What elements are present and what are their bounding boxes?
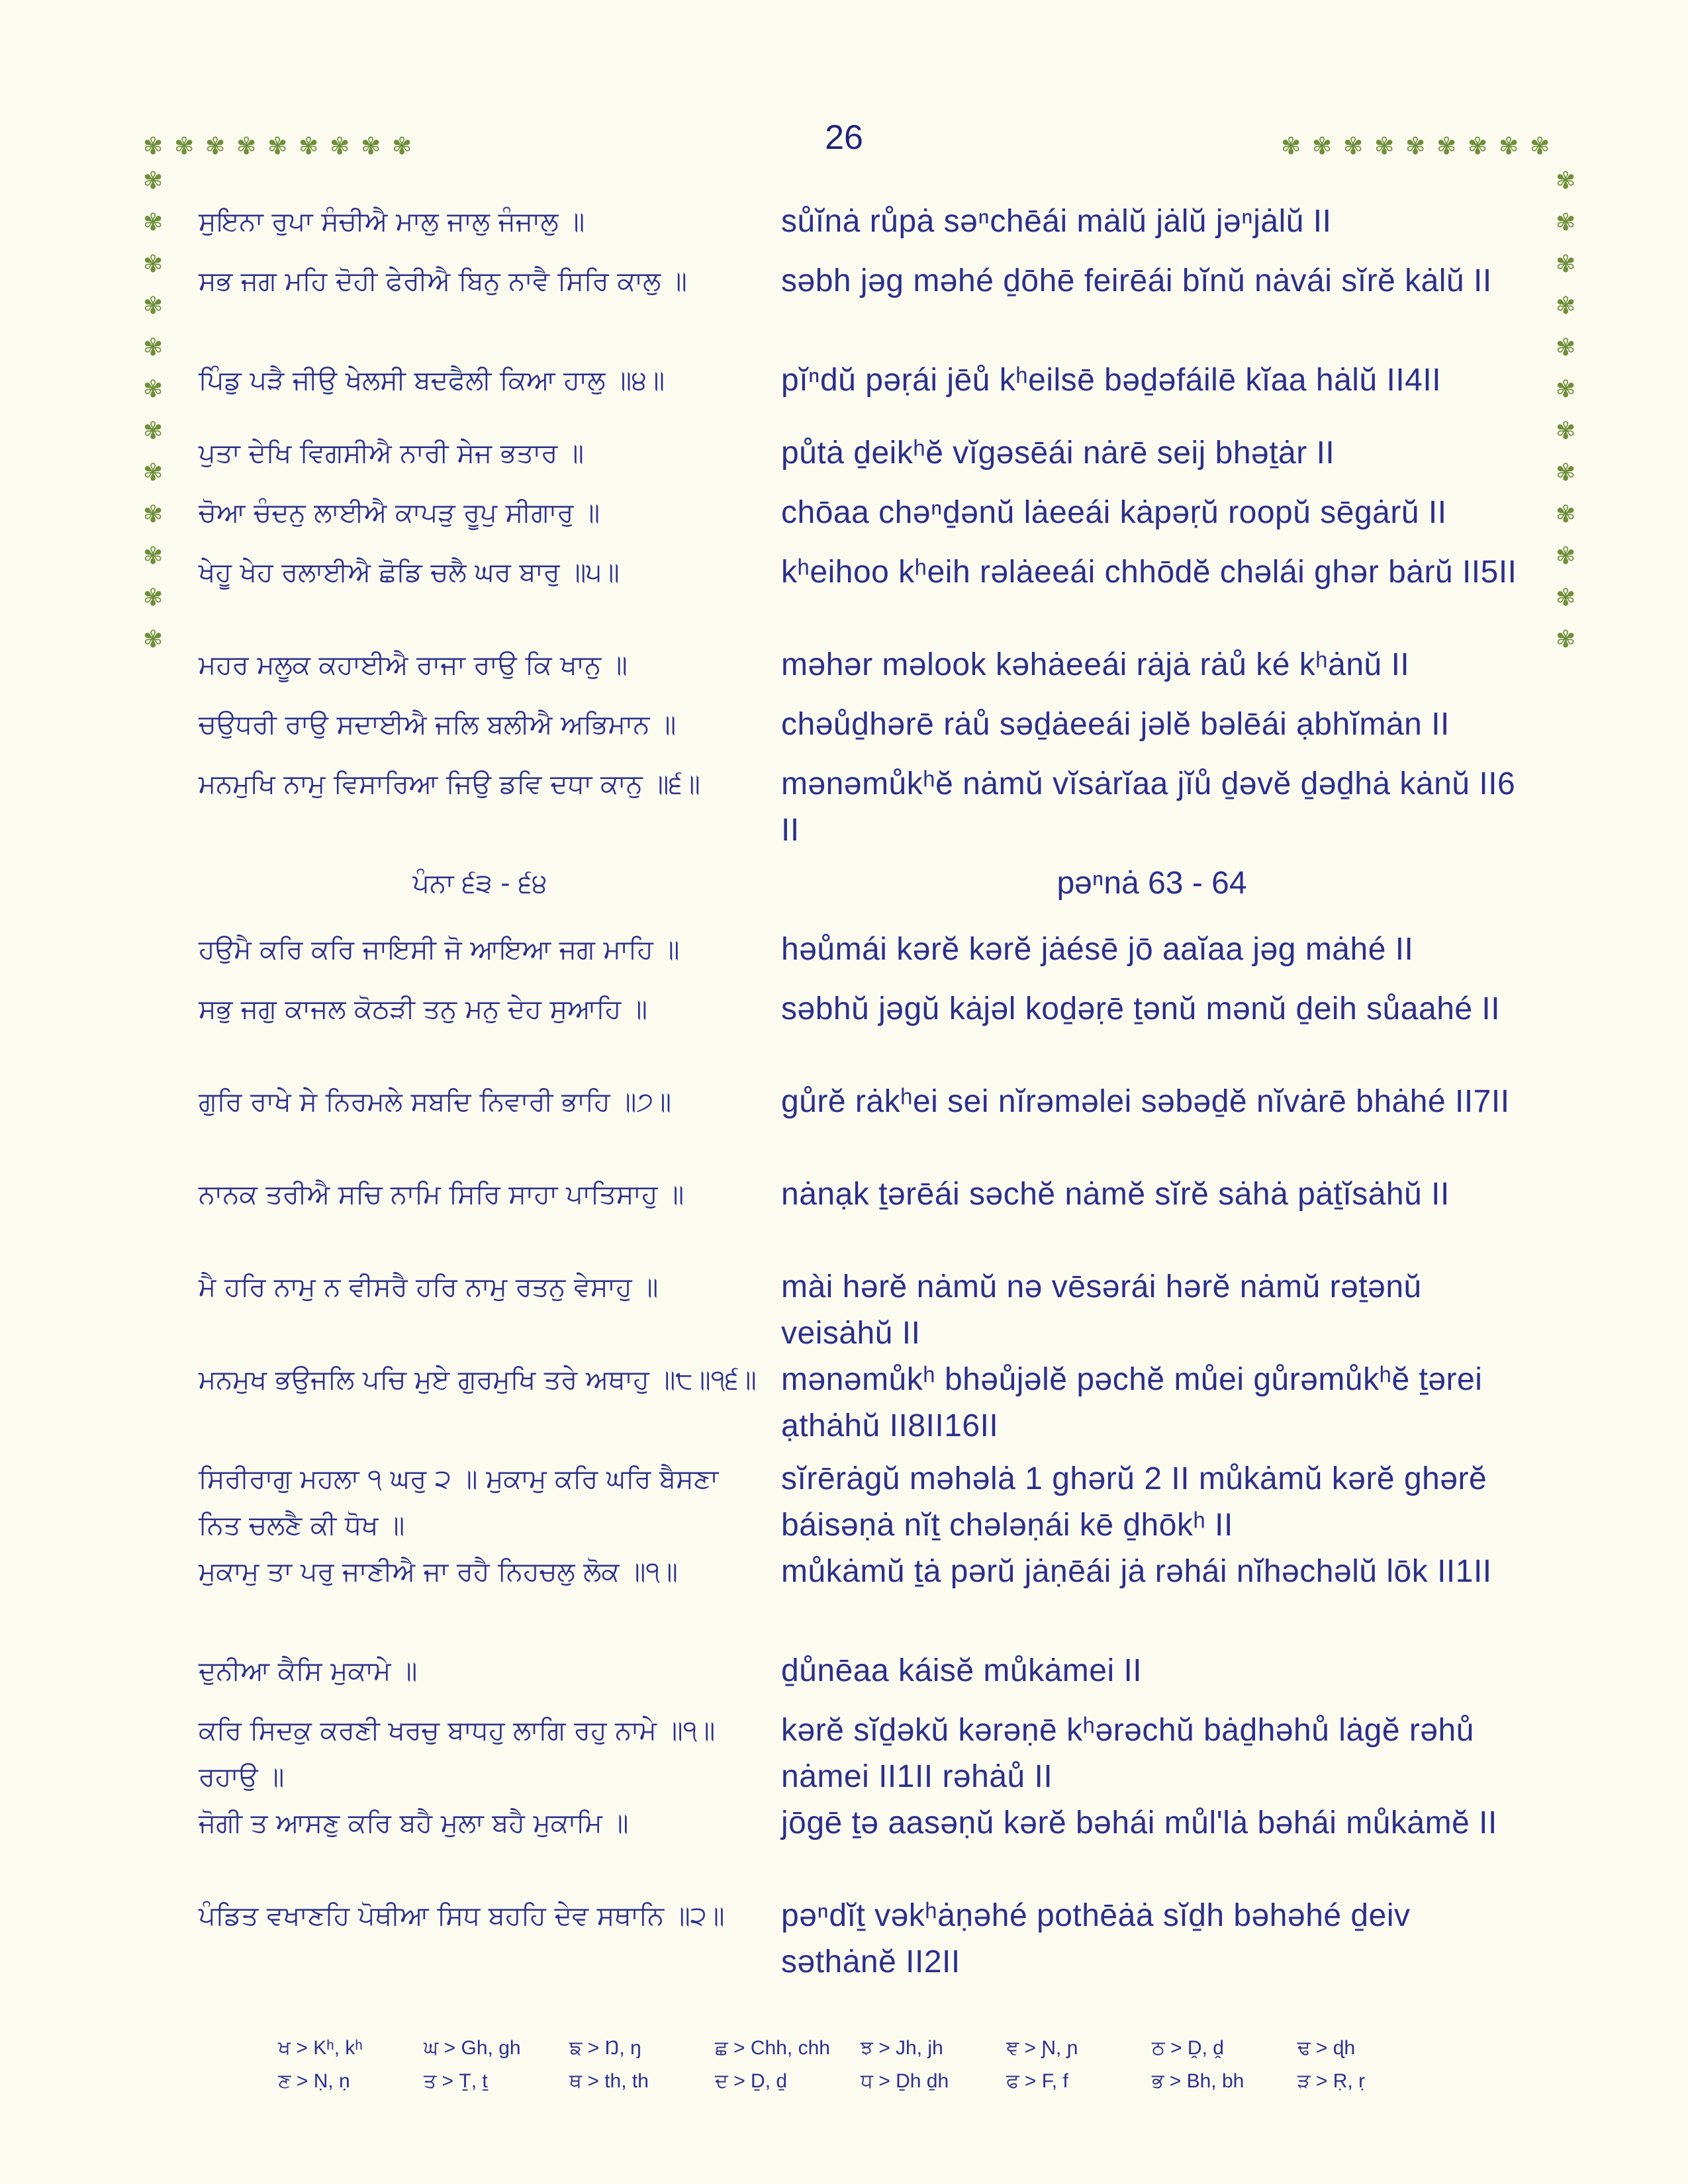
- legend-item: ਙ > Ŋ, ŋ: [569, 2037, 641, 2059]
- gurmukhi-line: ਸੁਇਨਾ ਰੁਪਾ ਸੰਚੀਐ ਮਾਲੁ ਜਾਲੁ ਜੰਜਾਲੁ ॥: [199, 206, 585, 237]
- gurmukhi-line: ਚਉਧਰੀ ਰਾਉ ਸਦਾਈਐ ਜਲਿ ਬਲੀਐ ਅਭਿਮਾਨ ॥: [199, 709, 677, 740]
- flower-ornament-icon: ✾: [143, 293, 164, 320]
- transliteration-line: səbhŭ jəgŭ kȧjəl koḏəṛē ṯənŭ mənŭ ḏeih sůaahé II: [781, 991, 1501, 1026]
- flower-ornament-icon: ✾: [330, 133, 350, 160]
- flower-ornament-icon: ✾: [143, 459, 164, 486]
- flower-ornament-icon: ✾: [143, 501, 164, 528]
- legend-item: ੜ > Ṛ, ṛ: [1297, 2070, 1366, 2092]
- gurmukhi-line: ਦੁਨੀਆ ਕੈਸਿ ਮੁਕਾਮੇ ॥: [199, 1656, 418, 1686]
- legend-item: ਝ > Jh, jh: [861, 2037, 943, 2059]
- legend-row: [278, 2032, 1470, 2065]
- gurmukhi-line: ਮੈ ਹਰਿ ਨਾਮੁ ਨ ਵੀਸਰੈ ਹਰਿ ਨਾਮੁ ਰਤਨੁ ਵੇਸਾਹੁ ॥: [199, 1272, 659, 1302]
- flower-ornament-icon: ✾: [1556, 626, 1576, 653]
- gurmukhi-line: ਮੁਕਾਮੁ ਤਾ ਪਰੁ ਜਾਣੀਐ ਜਾ ਰਹੈ ਨਿਹਚਲੁ ਲੋਕ ॥੧॥: [199, 1557, 678, 1587]
- gurmukhi-line: ਸਭ ਜਗ ਮਹਿ ਦੋਹੀ ਫੇਰੀਐ ਬਿਨੁ ਨਾਵੈ ਸਿਰਿ ਕਾਲੁ ॥: [199, 266, 687, 296]
- legend-item: ਘ > Gh, gh: [424, 2037, 521, 2059]
- transliteration-line: kərĕ sĭḏəkŭ kərəṇē kʰərəchŭ bȧḏhəhů lȧgĕ rəhů nȧmei II1II rəhȧů II: [781, 1713, 1474, 1794]
- flower-ornament-icon: ✾: [1281, 133, 1301, 160]
- transliteration-line: nȧnạk ṯərēái səchĕ nȧmĕ sĭrĕ sȧhȧ pȧṯĭsȧhŭ II: [781, 1177, 1450, 1212]
- flower-ornament-icon: ✾: [1312, 133, 1333, 160]
- flower-ornament-icon: ✾: [236, 133, 257, 160]
- flower-ornament-icon: ✾: [1405, 133, 1426, 160]
- transliteration-line: chəůḏhərē rȧů səḏȧeeái jəlĕ bəlēái ạbhĭmȧn II: [781, 707, 1450, 742]
- transliteration-line: məhər məlook kəhȧeeái rȧjȧ rȧů ké kʰȧnŭ II: [781, 647, 1410, 682]
- flower-ornament-icon: ✾: [1556, 334, 1576, 361]
- flower-ornament-icon: ✾: [143, 251, 164, 278]
- legend-item: ਣ > Ṇ, ṇ: [278, 2070, 350, 2092]
- flower-ornament-icon: ✾: [267, 133, 288, 160]
- gurmukhi-line: ਮਹਰ ਮਲੂਕ ਕਹਾਈਐ ਰਾਜਾ ਰਾਉ ਕਿ ਖਾਨੁ ॥: [199, 650, 628, 680]
- transliteration-line: sůĭnȧ růpȧ səⁿchēái mȧlŭ jȧlŭ jəⁿjȧlŭ II: [781, 204, 1332, 239]
- legend-item: ਧ > Ḏh ḏh: [861, 2070, 949, 2092]
- flower-ornament-icon: ✾: [1556, 293, 1576, 320]
- gurmukhi-line: ਨਾਨਕ ਤਰੀਐ ਸਚਿ ਨਾਮਿ ਸਿਰਿ ਸਾਹਾ ਪਾਤਿਸਾਹੁ ॥: [199, 1179, 684, 1210]
- flower-ornament-icon: ✾: [1374, 133, 1395, 160]
- gurmukhi-line: ਸਿਰੀਰਾਗੁ ਮਹਲਾ ੧ ਘਰੁ ੨ ॥ ਮੁਕਾਮੁ ਕਰਿ ਘਰਿ ਬੈਸਣਾ ਨਿਤ ਚਲਣੈ ਕੀ ਧੋਖ ॥: [199, 1464, 719, 1541]
- legend-item: ਭ > Bh, bh: [1152, 2070, 1244, 2092]
- flower-ornament-icon: ✾: [143, 626, 164, 653]
- gurmukhi-line: ਹਉਮੈ ਕਰਿ ਕਰਿ ਜਾਇਸੀ ਜੋ ਆਇਆ ਜਗ ਮਾਹਿ ॥: [199, 934, 680, 965]
- flower-ornament-icon: ✾: [1556, 376, 1576, 403]
- flower-ornament-icon: ✾: [1556, 459, 1576, 486]
- flower-ornament-icon: ✾: [361, 133, 381, 160]
- legend-item: ਛ > Chh, chh: [715, 2037, 830, 2059]
- transliteration-line: sĭrērȧgŭ məhəlȧ 1 ghərŭ 2 II můkȧmŭ kərĕ ghərĕ báisəṇȧ nĭṯ chələṇái kē ḏhōkʰ II: [781, 1461, 1487, 1543]
- gurmukhi-line: ਜੋਗੀ ਤ ਆਸਣੁ ਕਰਿ ਬਹੈ ਮੁਲਾ ਬਹੈ ਮੁਕਾਮਿ ॥: [199, 1808, 629, 1839]
- flower-ornament-icon: ✾: [143, 376, 164, 403]
- transliteration-line: mənəmůkʰĕ nȧmŭ vĭsȧrĭaa jĭů ḏəvĕ ḏəḏhȧ kȧnŭ II6 II: [781, 766, 1516, 848]
- flower-ornament-icon: ✾: [174, 133, 195, 160]
- transliteration-line: kʰeihoo kʰeih rəlȧeeái chhōdĕ chəlái ghər bȧrŭ II5II: [781, 555, 1517, 590]
- transliteration-line: chōaa chəⁿḏənŭ lȧeeái kȧpəṛŭ roopŭ sēgȧrŭ II: [781, 495, 1447, 530]
- legend: [278, 2032, 1470, 2098]
- gurmukhi-line: ਚੋਆ ਚੰਦਨੁ ਲਾਈਐ ਕਾਪੜੁ ਰੂਪੁ ਸੀਗਾਰੁ ॥: [199, 498, 600, 528]
- flower-ornament-icon: ✾: [1499, 133, 1519, 160]
- transliteration-line: həůmái kərĕ kərĕ jȧésē jō aaĭaa jəg mȧhé II: [781, 932, 1414, 967]
- flower-ornament-icon: ✾: [1556, 543, 1576, 570]
- gurmukhi-line: ਪੁਤਾ ਦੇਖਿ ਵਿਗਸੀਐ ਨਾਰੀ ਸੇਜ ਭਤਾਰ ॥: [199, 438, 584, 469]
- transliteration-line: mài hərĕ nȧmŭ nə vēsərái hərĕ nȧmŭ rəṯənŭ veisȧhŭ II: [781, 1269, 1422, 1351]
- flower-ornament-icon: ✾: [1556, 501, 1576, 528]
- legend-item: ਞ > Ɲ, ɲ: [1006, 2037, 1078, 2059]
- flower-ornament-icon: ✾: [205, 133, 226, 160]
- flower-ornament-icon: ✾: [1556, 167, 1576, 195]
- section-heading-transliteration: pəⁿnȧ 63 - 64: [1056, 866, 1247, 901]
- flower-ornament-icon: ✾: [1436, 133, 1457, 160]
- legend-item: ਦ > Ḏ, ḏ: [715, 2070, 788, 2092]
- flower-ornament-icon: ✾: [143, 418, 164, 445]
- gurmukhi-line: ਸਭੁ ਜਗੁ ਕਾਜਲ ਕੋਠੜੀ ਤਨੁ ਮਨੁ ਦੇਹ ਸੁਆਹਿ ॥: [199, 994, 647, 1024]
- flower-ornament-icon: ✾: [299, 133, 319, 160]
- gurmukhi-line: ਮਨਮੁਖਿ ਨਾਮੁ ਵਿਸਾਰਿਆ ਜਿਉ ਡਵਿ ਦਧਾ ਕਾਨੁ ॥੬॥: [199, 769, 700, 799]
- gurmukhi-line: ਕਰਿ ਸਿਦਕੁ ਕਰਣੀ ਖਰਚੁ ਬਾਧਹੁ ਲਾਗਿ ਰਹੁ ਨਾਮੇ ॥੧॥ ਰਹਾਉ ॥: [199, 1715, 716, 1792]
- flower-ornament-icon: ✾: [392, 133, 412, 160]
- transliteration-line: mənəmůkʰ bhəůjəlĕ pəchĕ můei gůrəmůkʰĕ ṯərei ạthȧhŭ II8II16II: [781, 1362, 1483, 1443]
- flower-ornament-icon: ✾: [1556, 251, 1576, 278]
- flower-ornament-icon: ✾: [143, 167, 164, 195]
- flower-ornament-icon: ✾: [143, 334, 164, 361]
- legend-row: [278, 2065, 1470, 2098]
- flower-ornament-icon: ✾: [143, 543, 164, 570]
- page-number: 26: [825, 118, 863, 157]
- transliteration-line: jōgē ṯə aasəṇŭ kərĕ bəhái můl'lȧ bəhái můkȧmĕ II: [781, 1805, 1497, 1841]
- flower-ornament-icon: ✾: [1530, 133, 1550, 160]
- flower-ornament-icon: ✾: [143, 133, 164, 160]
- transliteration-line: pəⁿdĭṯ vəkʰȧṇəhé pothēȧȧ sĭḏh bəhəhé ḏeiv səthȧnĕ II2II: [781, 1898, 1411, 1979]
- legend-item: ਖ > Kʰ, kʰ: [278, 2037, 363, 2059]
- gurmukhi-line: ਪੰਡਿਤ ਵਖਾਣਹਿ ਪੋਥੀਆ ਸਿਧ ਬਹਹਿ ਦੇਵ ਸਥਾਨਿ ॥੨॥: [199, 1901, 725, 1931]
- flower-ornament-icon: ✾: [1468, 133, 1488, 160]
- flower-ornament-icon: ✾: [1556, 418, 1576, 445]
- gurmukhi-line: ਗੁਰਿ ਰਾਖੇ ਸੇ ਨਿਰਮਲੇ ਸਬਦਿ ਨਿਵਾਰੀ ਭਾਹਿ ॥੭॥: [199, 1087, 672, 1117]
- transliteration-line: səbh jəg məhé ḏōhē feirēái bĭnŭ nȧvái sĭrĕ kȧlŭ II: [781, 263, 1492, 298]
- transliteration-line: půtȧ ḏeikʰĕ vĭgəsēái nȧrē seij bhəṯȧr II: [781, 435, 1335, 471]
- transliteration-line: gůrĕ rȧkʰei sei nĭrəməlei səbəḏĕ nĭvȧrē bhȧhé II7II: [781, 1084, 1510, 1119]
- gurmukhi-line: ਮਨਮੁਖ ਭਉਜਲਿ ਪਚਿ ਮੁਏ ਗੁਰਮੁਖਿ ਤਰੇ ਅਥਾਹੁ ॥੮॥੧੬॥: [199, 1365, 757, 1395]
- legend-item: ਢ > ɖh: [1297, 2037, 1356, 2059]
- legend-item: ਫ > F, f: [1006, 2070, 1068, 2092]
- flower-ornament-icon: ✾: [1343, 133, 1364, 160]
- flower-ornament-icon: ✾: [1556, 584, 1576, 612]
- legend-item: ਤ > Ṯ, ṯ: [424, 2070, 488, 2092]
- transliteration-line: můkȧmŭ ṯȧ pərŭ jȧṇēái jȧ rəhái nĭhəchəlŭ lōk II1II: [781, 1554, 1492, 1589]
- legend-item: ਠ > Ḓ, ḓ: [1152, 2037, 1224, 2059]
- flower-ornament-icon: ✾: [143, 209, 164, 236]
- section-heading-gurmukhi: ਪੰਨਾ ੬੩ - ੬੪: [412, 868, 547, 899]
- legend-item: ਥ > th, th: [569, 2070, 649, 2092]
- gurmukhi-line: ਖੇਹੂ ਖੇਹ ਰਲਾਈਐ ਛੋਡਿ ਚਲੈ ਘਰ ਬਾਰੁ ॥੫॥: [199, 557, 620, 588]
- transliteration-line: pĭⁿdŭ pəṛái jēů kʰeilsē bəḏəfáilē kĭaa hȧlŭ II4II: [781, 363, 1442, 398]
- gurmukhi-line: ਪਿੰਡੁ ਪੜੈ ਜੀਉ ਖੇਲਸੀ ਬਦਫੈਲੀ ਕਿਆ ਹਾਲੁ ॥੪॥: [199, 365, 665, 396]
- flower-ornament-icon: ✾: [1556, 209, 1576, 236]
- transliteration-line: ḏůnēaa káisĕ můkȧmei II: [781, 1653, 1143, 1688]
- flower-ornament-icon: ✾: [143, 584, 164, 612]
